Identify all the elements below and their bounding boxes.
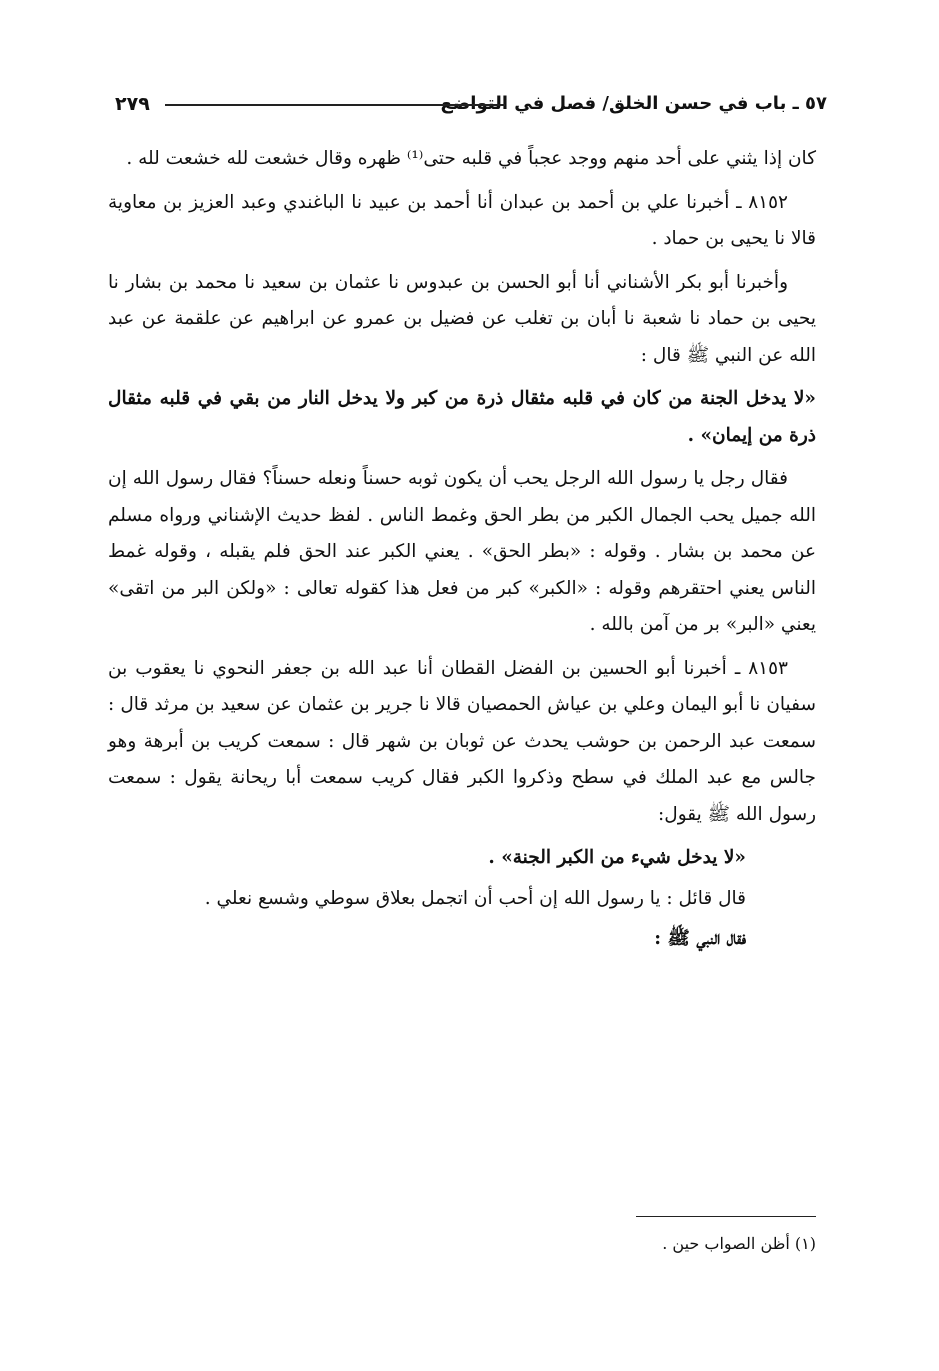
footnote: (١) أظن الصواب حين .	[662, 1234, 816, 1253]
main-text	[108, 141, 816, 962]
hadith-8152-text: «لا يدخل الجنة من كان في قلبه مثقال ذرة من كبر ولا يدخل النار من بقي في قلبه مثقال ذرة من إيمان» .	[108, 388, 816, 446]
hadith-8153-reply: فقال النبي ﷺ :	[654, 928, 746, 949]
paragraph-continuation: كان إذا يثني على أحد منهم ووجد عجباً في قلبه حتى⁽¹⁾ ظهره وقال خشعت لله خشعت لله .	[126, 148, 816, 169]
hadith-8153-text: «لا يدخل شيء من الكبر الجنة» .	[488, 847, 746, 868]
hadith-8152-second-chain: وأخبرنا أبو بكر الأشناني أنا أبو الحسن بن عبدوس نا عثمان بن سعيد نا محمد بن بشار نا يحيى بن حماد نا شعبة نا أبان بن تغلب عن فضيل بن عمرو عن ابراهيم عن علقمة عن عبد الله عن النبي ﷺ قال :	[108, 271, 816, 366]
hadith-8152-chain: ٨١٥٢ ـ أخبرنا علي بن أحمد بن عبدان أنا أحمد بن عبيد نا الباغندي وعبد العزيز بن معاوية قالا نا يحيى بن حماد .	[108, 191, 816, 249]
chapter-title: ٥٧ ـ باب في حسن الخلق/ فصل في التواضع	[440, 93, 827, 114]
running-header	[115, 88, 827, 120]
hadith-8153-chain: ٨١٥٣ ـ أخبرنا أبو الحسين بن الفضل القطان أنا عبد الله بن جعفر النحوي نا يعقوب بن سفيان نا أبو اليمان وعلي بن عياش الحمصيان قالا نا جرير بن عثمان عن سعيد بن مرثد قال : سمعت عبد الرحمن بن حوشب يحدث عن ثوبان بن شهر قال : سمعت كريب بن أبرهة وهو جالس مع عبد الملك في سطح وذكروا الكبر فقال كريب سمعت أبا ريحانة يقول : سمعت رسول الله ﷺ يقول:	[108, 657, 816, 825]
footnote-rule	[636, 1216, 816, 1217]
header-rule	[165, 104, 505, 106]
hadith-8153-question: قال قائل : يا رسول الله إن أحب أن اتجمل بعلاق سوطي وشسع نعلي .	[204, 887, 746, 909]
hadith-8152-commentary: فقال رجل يا رسول الله الرجل يحب أن يكون ثوبه حسناً ونعله حسناً؟ فقال رسول الله إن الله جميل يحب الجمال الكبر من بطر الحق وغمط الناس . لفظ حديث الإشناني ورواه مسلم عن محمد بن بشار . وقوله : «بطر الحق» . يعني الكبر عند الحق فلم يقبله ، وقوله غمط الناس يعني احتقرهم وقوله : «الكبر» كبر من فعل هذا كقوله تعالى : «ولكن البر من اتقى» يعني «البر» بر من آمن بالله .	[108, 468, 816, 635]
page-number: ٢٧٩	[115, 93, 150, 115]
